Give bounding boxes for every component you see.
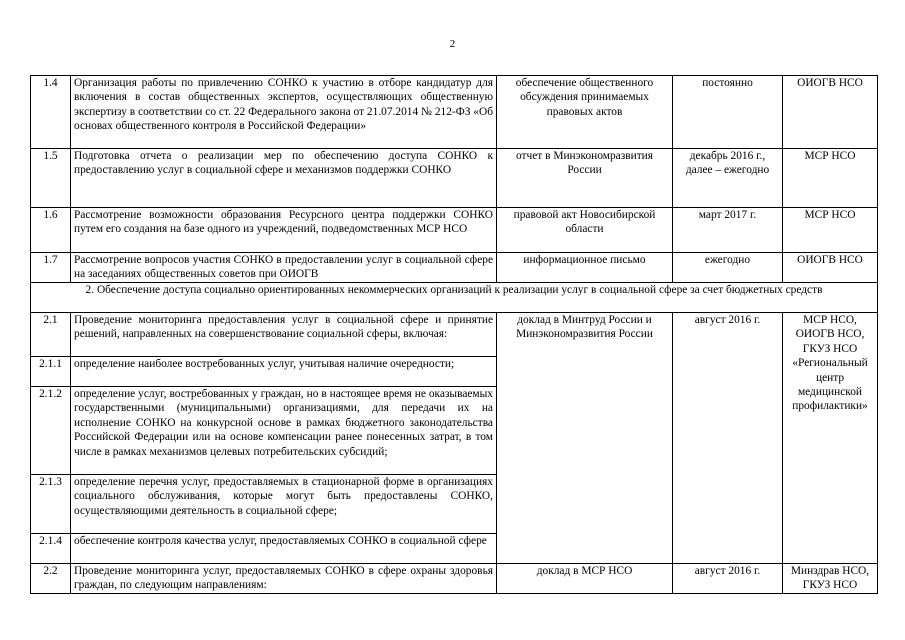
table-row — [31, 253, 878, 283]
row-number: 1.4 — [31, 76, 71, 149]
row-number: 1.5 — [31, 149, 71, 208]
row-description: Подготовка отчета о реализации мер по обеспечению доступа СОНКО к предоставлению услуг в социальной сфере и механизмов поддержки СОНКО — [71, 149, 497, 208]
row-responsible: МСР НСО — [783, 149, 878, 208]
row-responsible: Минздрав НСО, ГКУЗ НСО — [783, 564, 878, 594]
row-result: доклад в Минтруд России и Минэкономразвития России — [497, 313, 673, 564]
row-result: доклад в МСР НСО — [497, 564, 673, 594]
row-responsible: ОИОГВ НСО — [783, 76, 878, 149]
row-description: определение перечня услуг, предоставляемых в стационарной форме в организациях социального обслуживания, которые могут быть предоставлены СОНКО, осуществляющими деятельность в социальной сфере; — [71, 475, 497, 534]
table-row — [31, 149, 878, 208]
table-row — [31, 208, 878, 253]
row-number: 1.7 — [31, 253, 71, 283]
table-row — [31, 313, 878, 357]
row-number: 2.1.2 — [31, 387, 71, 475]
row-number: 2.2 — [31, 564, 71, 594]
row-number: 2.1.3 — [31, 475, 71, 534]
row-term: декабрь 2016 г., далее – ежегодно — [673, 149, 783, 208]
row-description: определение наиболее востребованных услуг, учитывая наличие очередности; — [71, 357, 497, 387]
row-number: 1.6 — [31, 208, 71, 253]
row-number: 2.1.1 — [31, 357, 71, 387]
row-result: отчет в Минэкономразвития России — [497, 149, 673, 208]
row-term: август 2016 г. — [673, 564, 783, 594]
row-result: правовой акт Новосибирской области — [497, 208, 673, 253]
page-number: 2 — [449, 38, 456, 50]
row-term: август 2016 г. — [673, 313, 783, 564]
section-heading-row — [31, 283, 878, 313]
row-description: обеспечение контроля качества услуг, предоставляемых СОНКО в социальной сфере — [71, 534, 497, 564]
action-plan-table — [30, 75, 878, 594]
row-description: Рассмотрение вопросов участия СОНКО в предоставлении услуг в социальной сфере на заседаниях общественных советов при ОИОГВ — [71, 253, 497, 283]
row-description: Проведение мониторинга предоставления услуг в социальной сфере и принятие решений, направленных на совершенствование социальной сферы, включая: — [71, 313, 497, 357]
row-term: март 2017 г. — [673, 208, 783, 253]
row-description: Организация работы по привлечению СОНКО к участию в отборе кандидатур для включения в состав общественных экспертов, осуществляющих общественную экспертизу в соответствии со ст. 22 Федерального закона от 21.07.2014 № 212-ФЗ «Об основах общественного контроля в Российской Федерации» — [71, 76, 497, 149]
row-description: Рассмотрение возможности образования Ресурсного центра поддержки СОНКО путем его создания на базе одного из учреждений, подведомственных МСР НСО — [71, 208, 497, 253]
row-term: ежегодно — [673, 253, 783, 283]
row-responsible: МСР НСО — [783, 208, 878, 253]
row-description: определение услуг, востребованных у граждан, но в настоящее время не оказываемых государственными (муниципальными) организациями, для передачи их на исполнение СОНКО на конкурсной основе в рамках бюджетного законодательства Российской Федерации или на основе компенсации ранее понесенных затрат, в том числе в рамках механизмов целевых потребительских субсидий; — [71, 387, 497, 475]
row-number: 2.1.4 — [31, 534, 71, 564]
row-description: Проведение мониторинга услуг, предоставляемых СОНКО в сфере охраны здоровья граждан, по следующим направлениям: — [71, 564, 497, 594]
row-responsible: ОИОГВ НСО — [783, 253, 878, 283]
table-row — [31, 564, 878, 594]
row-term: постоянно — [673, 76, 783, 149]
row-responsible: МСР НСО, ОИОГВ НСО, ГКУЗ НСО «Региональный центр медицинской профилактики» — [783, 313, 878, 564]
row-number: 2.1 — [31, 313, 71, 357]
table-row — [31, 76, 878, 149]
section-title: 2. Обеспечение доступа социально ориентированных некоммерческих организаций к реализации услуг в социальной сфере за счет бюджетных средств — [31, 283, 878, 313]
row-result: обеспечение общественного обсуждения принимаемых правовых актов — [497, 76, 673, 149]
row-result: информационное письмо — [497, 253, 673, 283]
